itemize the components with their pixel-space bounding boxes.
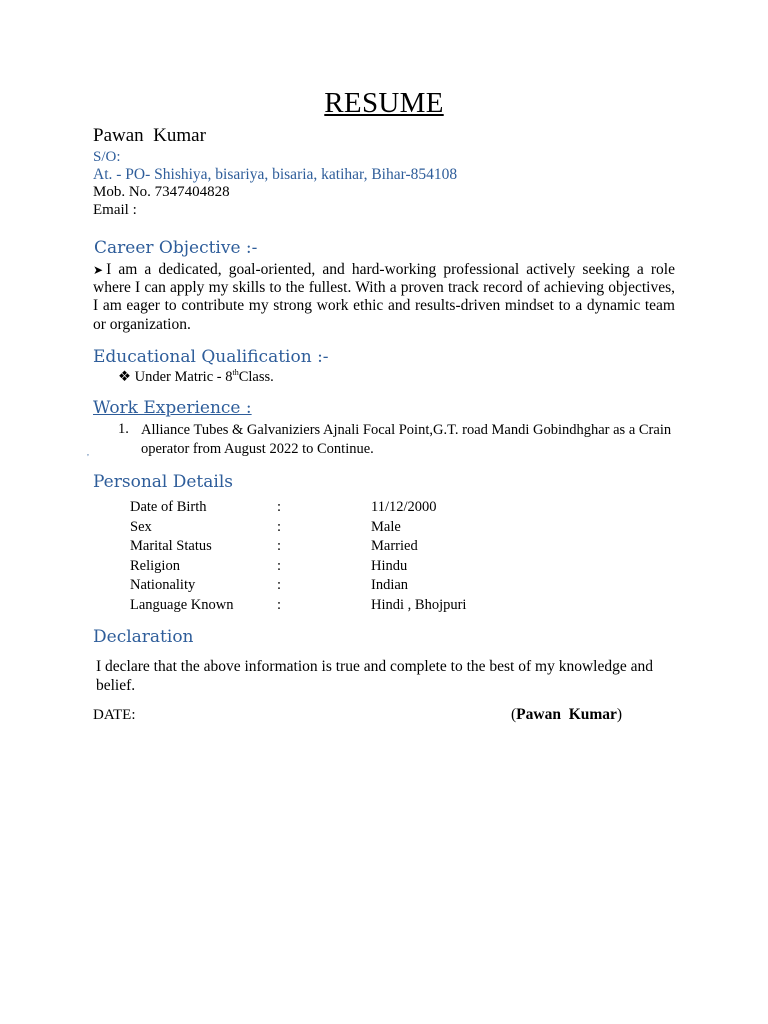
education-item-superscript: th bbox=[232, 368, 239, 377]
row-label: Nationality bbox=[130, 577, 196, 594]
table-row bbox=[130, 518, 466, 538]
education-item-prefix: Under Matric - 8 bbox=[134, 369, 233, 385]
table-row bbox=[130, 537, 466, 557]
signature-block bbox=[511, 706, 622, 724]
career-objective-heading: Career Objective :- bbox=[94, 238, 258, 258]
table-row bbox=[130, 557, 466, 577]
work-item-text: Alliance Tubes & Galvaniziers Ajnali Focal Point,G.T. road Mandi Gobindhghar as a Crain operator from August 2022 to Continue. bbox=[141, 422, 672, 457]
row-separator: : bbox=[277, 557, 282, 574]
address-line: At. - PO- Shishiya, bisariya, bisaria, katihar, Bihar-854108 bbox=[93, 166, 458, 183]
row-label: Religion bbox=[130, 557, 180, 574]
table-row bbox=[130, 596, 466, 616]
document-title: RESUME bbox=[324, 87, 444, 119]
son-of-label: S/O: bbox=[93, 149, 121, 165]
row-value: Indian bbox=[371, 577, 409, 594]
mobile-number: Mob. No. 7347404828 bbox=[93, 184, 230, 200]
row-separator: : bbox=[277, 596, 282, 613]
table-row bbox=[130, 576, 466, 596]
row-separator: : bbox=[277, 577, 282, 594]
candidate-name: Pawan Kumar bbox=[93, 125, 206, 146]
row-value: Hindu bbox=[371, 557, 408, 574]
table-row bbox=[130, 498, 466, 518]
career-objective-body: I am a dedicated, goal-oriented, and hard-working professional actively seeking a role where I can apply my skills to the fullest. With a proven track record of achieving objectives, I am eager to contribute my strong work ethic and results-driven mindset to a dynamic team or organization. bbox=[93, 261, 675, 333]
row-label: Sex bbox=[130, 518, 152, 535]
row-value: Male bbox=[371, 518, 401, 535]
row-value: Married bbox=[371, 538, 418, 555]
row-separator: : bbox=[277, 538, 282, 555]
row-label: Language Known bbox=[130, 596, 234, 613]
work-item-number: 1. bbox=[118, 421, 129, 437]
signature-name: Pawan Kumar bbox=[516, 706, 617, 723]
personal-details-table bbox=[130, 498, 466, 615]
career-objective-text bbox=[93, 261, 675, 334]
work-experience-heading: Work Experience : bbox=[93, 398, 252, 418]
personal-details-heading: Personal Details bbox=[93, 472, 234, 492]
education-heading: Educational Qualification :- bbox=[93, 347, 329, 367]
row-value: 11/12/2000 bbox=[371, 499, 437, 516]
signature-open-paren: ( bbox=[511, 706, 517, 723]
declaration-heading: Declaration bbox=[93, 627, 194, 647]
row-label: Date of Birth bbox=[130, 499, 207, 516]
stray-mark: , bbox=[87, 448, 89, 457]
arrow-bullet-icon: ➤ bbox=[93, 263, 104, 277]
row-value: Hindi , Bhojpuri bbox=[371, 596, 467, 613]
education-item bbox=[118, 368, 274, 386]
row-label: Marital Status bbox=[130, 538, 212, 555]
diamond-bullet-icon: ❖ bbox=[118, 369, 131, 385]
email-label: Email : bbox=[93, 202, 137, 218]
declaration-text: I declare that the above information is true and complete to the best of my knowledge and belief. bbox=[96, 658, 653, 694]
date-label: DATE: bbox=[93, 707, 136, 723]
row-separator: : bbox=[277, 499, 282, 516]
row-separator: : bbox=[277, 518, 282, 535]
education-item-suffix: Class. bbox=[238, 369, 274, 385]
signature-close-paren: ) bbox=[616, 706, 623, 723]
